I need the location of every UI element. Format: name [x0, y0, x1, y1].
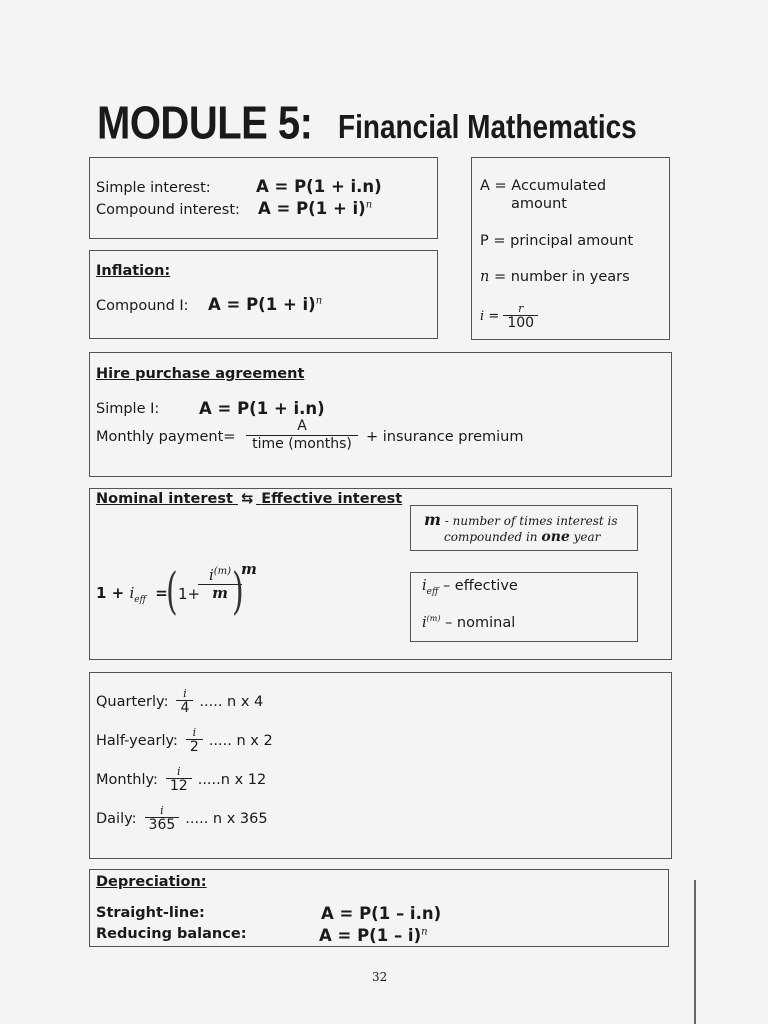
legend-n-line: n = number in years — [480, 269, 630, 285]
period-label: Quarterly: — [96, 693, 169, 710]
inflation-label: Compound I: — [96, 298, 189, 314]
legend-nominal: $i^{(m)}$ – nominal — [422, 614, 516, 631]
depreciation-heading: Depreciation: — [96, 874, 207, 890]
monthly-payment-tail: + insurance premium — [366, 429, 524, 445]
period-fraction: $\frac{i}{2}$ — [186, 727, 203, 754]
hire-simple-formula: A = P(1 + i.n) — [199, 399, 325, 418]
legend-i-line: i = $\frac{r}{100}$ — [480, 303, 538, 330]
monthly-payment-label: Monthly payment= — [96, 429, 236, 445]
period-tail: ..... n x 2 — [208, 732, 273, 749]
reducing-balance-label: Reducing balance: — [96, 926, 247, 942]
reducing-balance-formula: A = P(1 – i)$^n$ — [319, 926, 428, 945]
scan-edge-line — [694, 880, 696, 1024]
period-tail: .....n x 12 — [197, 771, 267, 788]
m-note-line1: m - number of times interest is — [424, 510, 618, 529]
effective-formula-fraction: $i^{(m)}$ m — [198, 566, 242, 603]
inflation-heading: Inflation: — [96, 263, 171, 279]
period-row — [96, 805, 268, 832]
straight-line-formula: A = P(1 – i.n) — [321, 904, 442, 923]
effective-formula-right-paren: ) — [232, 562, 244, 620]
hire-simple-label: Simple I: — [96, 401, 160, 417]
inflation-formula: $A = P(1 + i)^n$ — [208, 295, 323, 314]
period-tail: ..... n x 365 — [185, 810, 268, 827]
simple-interest-formula: A = P(1 + i.n) — [256, 177, 382, 196]
period-fraction: $\frac{i}{12}$ — [166, 766, 192, 793]
page-number: 32 — [372, 970, 388, 984]
period-label: Monthly: — [96, 771, 158, 788]
period-fraction: $\frac{i}{4}$ — [176, 688, 193, 715]
module-subject: Financial Mathematics — [338, 108, 637, 146]
effective-formula-one-plus: 1+ — [178, 585, 201, 603]
period-tail: ..... n x 4 — [199, 693, 264, 710]
monthly-payment-fraction: A time (months) — [246, 418, 358, 453]
hire-purchase-heading: Hire purchase agreement — [96, 366, 305, 382]
effective-formula-exponent: m — [241, 560, 257, 578]
nominal-effective-heading: Nominal interest ⇆ Effective interest — [96, 491, 403, 507]
legend-effective: $i_{eff}$ – effective — [422, 578, 518, 597]
legend-a-line2: amount — [511, 196, 567, 212]
compound-interest-formula: $A = P(1 + i)^n$ — [258, 199, 373, 218]
legend-a-line1: A = Accumulated — [480, 178, 607, 194]
period-row — [96, 688, 263, 715]
effective-formula-left-paren: ( — [166, 562, 178, 620]
m-note-line2: compounded in one year — [444, 529, 601, 545]
interest-box — [89, 157, 438, 239]
period-row — [96, 727, 273, 754]
period-fraction: $\frac{i}{365}$ — [145, 805, 180, 832]
legend-p-line: P = principal amount — [480, 233, 634, 249]
period-label: Half-yearly: — [96, 732, 178, 749]
period-row — [96, 766, 266, 793]
straight-line-label: Straight-line: — [96, 905, 205, 921]
module-title: MODULE 5: — [97, 98, 313, 149]
effective-formula-lhs: $1 + i_{eff}$ = — [96, 584, 168, 605]
simple-interest-label: Simple interest: — [96, 180, 211, 196]
period-label: Daily: — [96, 810, 137, 827]
compound-interest-label: Compound interest: — [96, 202, 240, 218]
